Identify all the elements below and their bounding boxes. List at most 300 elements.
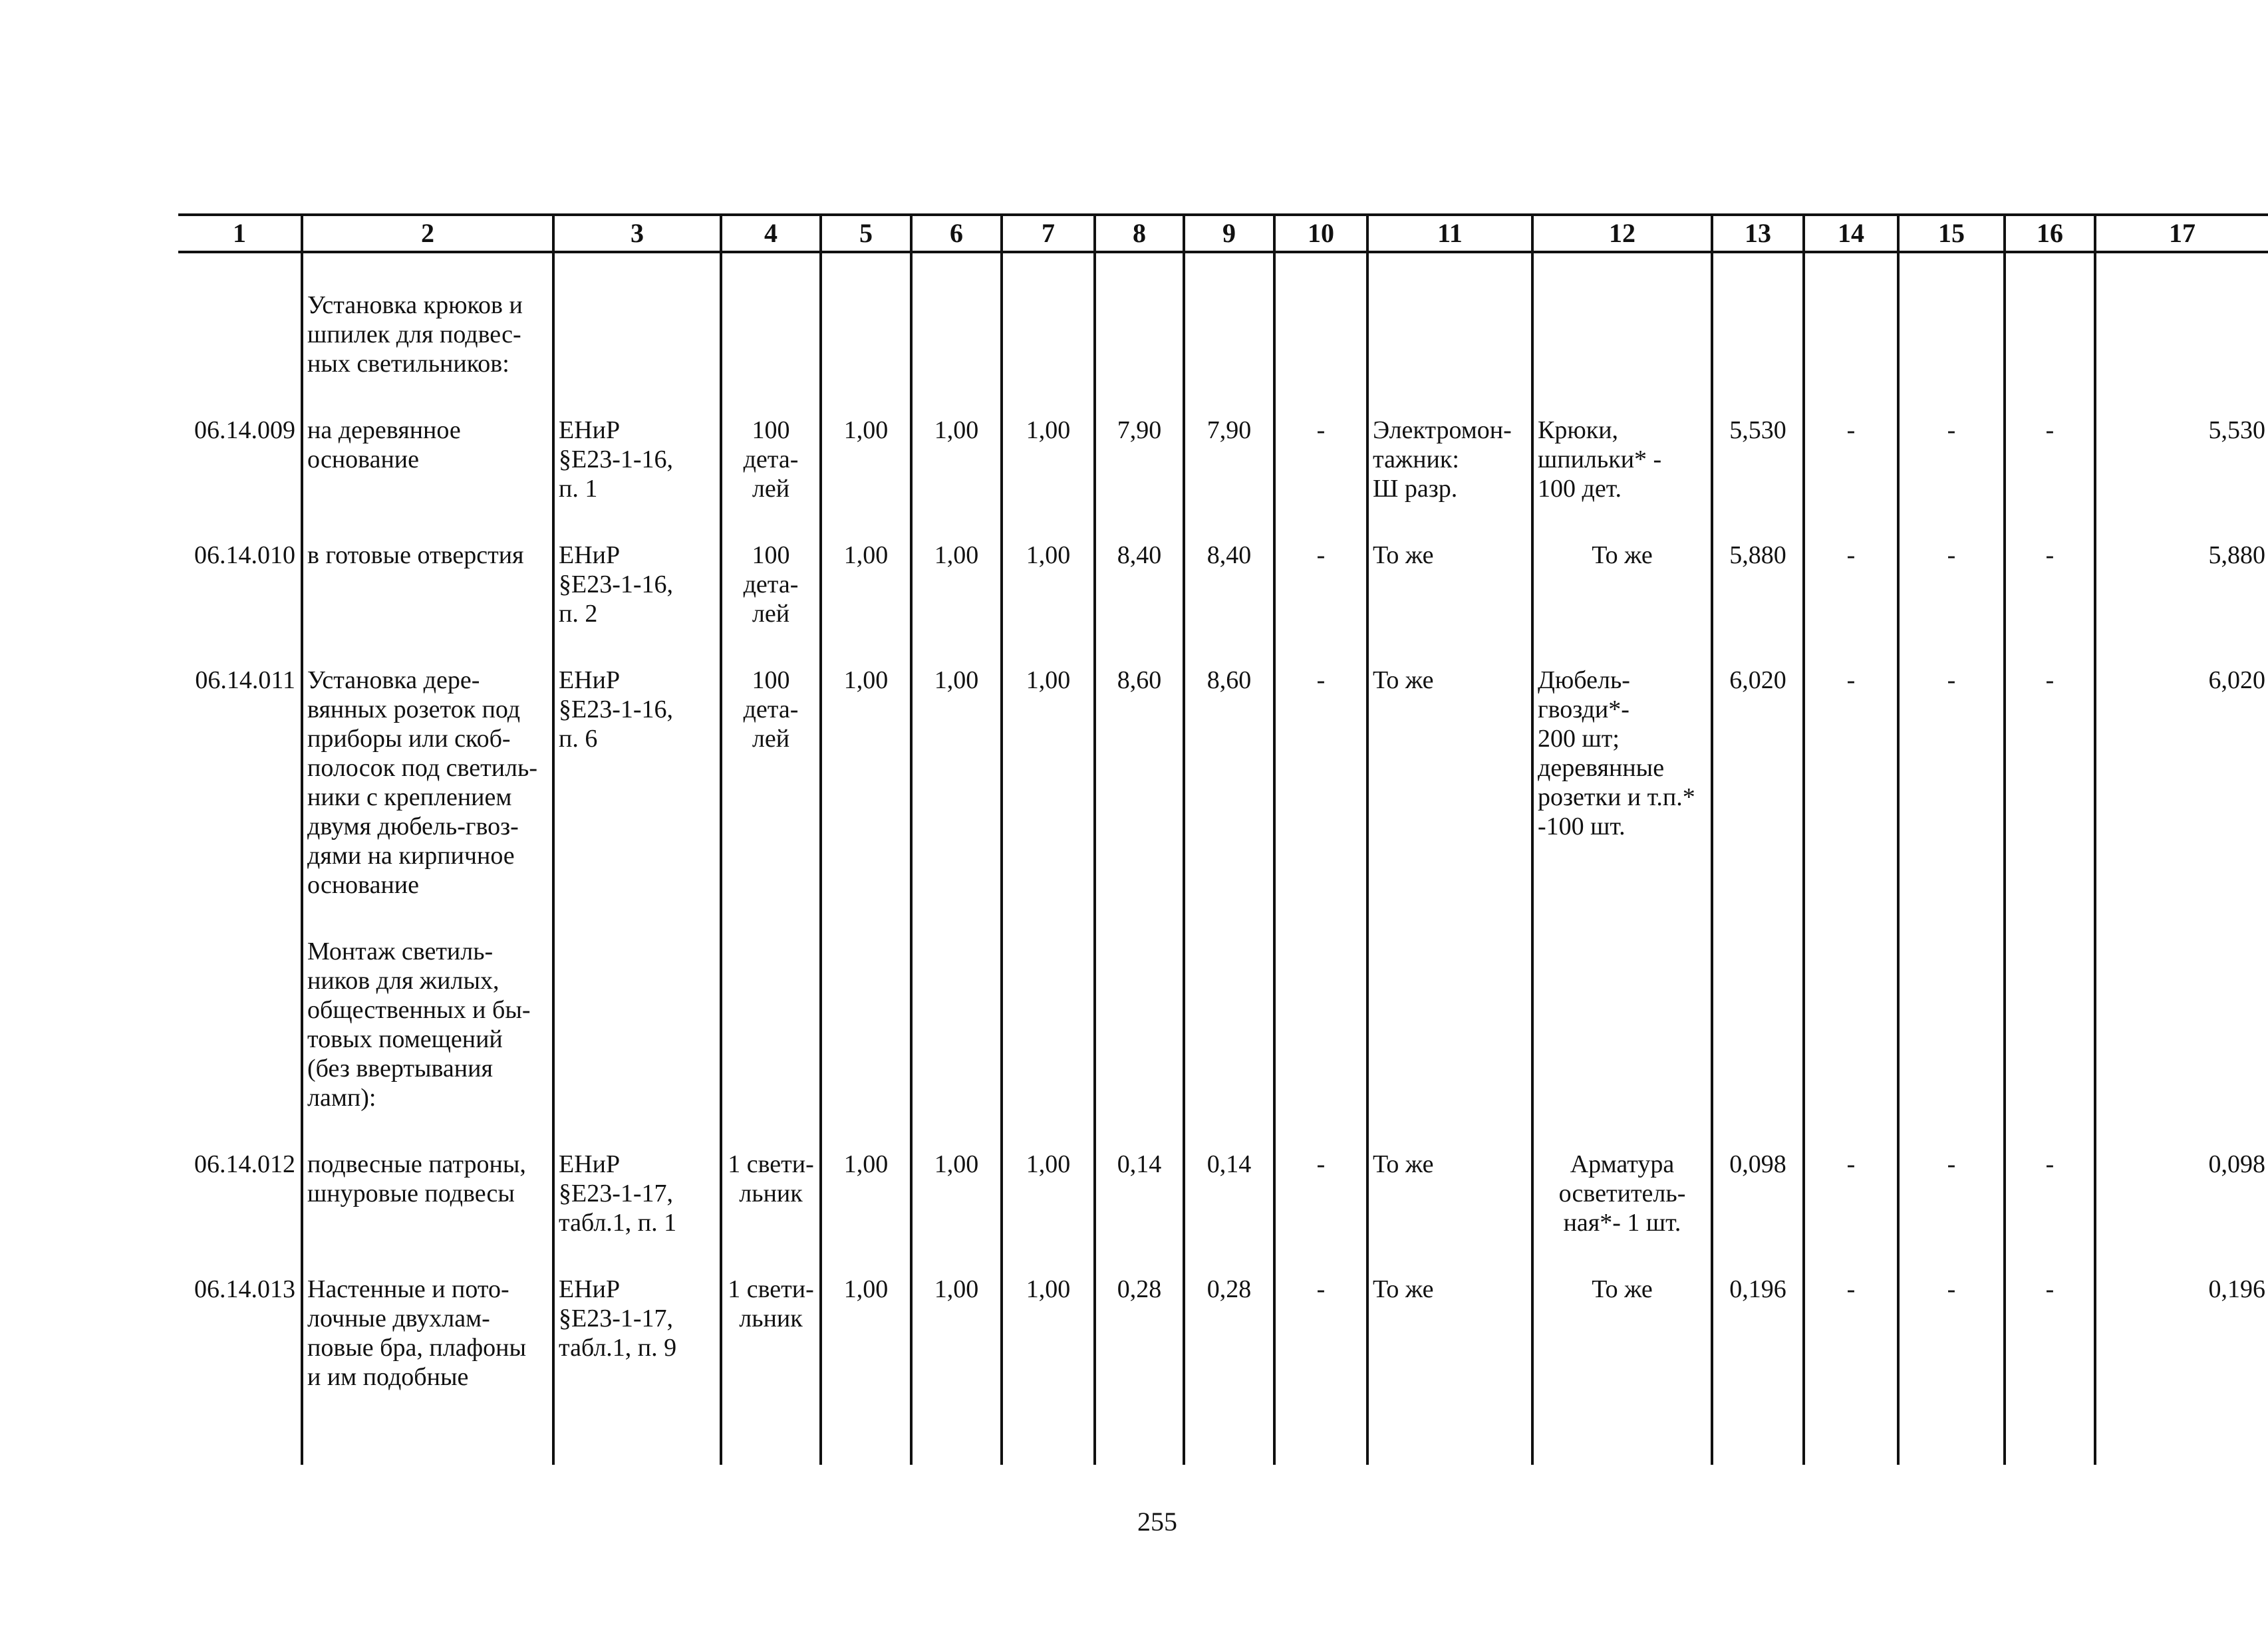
table-row bbox=[178, 503, 2268, 628]
cell-value: 1,00 bbox=[1026, 416, 1071, 444]
cell-line: двумя дюбель-гвоз- bbox=[307, 813, 519, 840]
cell-value: 0,28 bbox=[1117, 1275, 1162, 1303]
row-name bbox=[302, 628, 553, 900]
value-c6 bbox=[911, 1112, 1002, 1237]
value-c5 bbox=[821, 628, 911, 900]
spacer-row bbox=[178, 1392, 2268, 1465]
cell-line: Установка дере- bbox=[307, 666, 480, 694]
row-worker bbox=[1367, 628, 1532, 900]
empty-cell bbox=[2005, 1392, 2095, 1465]
value-c17 bbox=[2095, 378, 2268, 503]
cell-line: ЕНиР bbox=[559, 1275, 621, 1303]
empty-cell bbox=[721, 1392, 821, 1465]
row-worker bbox=[1367, 503, 1532, 628]
cell-value: 7,90 bbox=[1206, 416, 1252, 444]
section-title-row bbox=[178, 252, 2268, 378]
cell-value: 7,90 bbox=[1117, 416, 1162, 444]
column-number: 8 bbox=[1095, 215, 1184, 252]
value-c8 bbox=[1095, 503, 1184, 628]
cell-line: 100 дет. bbox=[1538, 475, 1622, 503]
cell-line: То же bbox=[1373, 541, 1434, 569]
value-c9 bbox=[1184, 378, 1274, 503]
cell-line: товых помещений bbox=[307, 1025, 503, 1053]
cell-value: 1,00 bbox=[1026, 541, 1071, 569]
cell-line: То же bbox=[1373, 666, 1434, 694]
value-c13 bbox=[1712, 378, 1804, 503]
cell-line: Крюки, bbox=[1538, 416, 1619, 444]
cell-value: 0,196 bbox=[2208, 1275, 2265, 1303]
section-title bbox=[302, 900, 553, 1112]
cell-value: 8,40 bbox=[1206, 541, 1252, 569]
cell-value: - bbox=[1846, 666, 1856, 694]
column-number: 10 bbox=[1274, 215, 1367, 252]
row-worker bbox=[1367, 1112, 1532, 1237]
cell-line: п. 1 bbox=[559, 475, 598, 503]
row-code bbox=[178, 378, 302, 503]
column-number: 11 bbox=[1367, 215, 1532, 252]
cell-line: 100 bbox=[752, 541, 790, 569]
empty-cell bbox=[1898, 900, 2005, 1112]
cell-value: - bbox=[1316, 666, 1326, 694]
cell-line: тажник: bbox=[1373, 445, 1459, 473]
cell-line: То же bbox=[1592, 1275, 1653, 1303]
empty-cell bbox=[721, 252, 821, 378]
cell-value: 0,14 bbox=[1206, 1150, 1252, 1178]
cell-value: 1,00 bbox=[843, 1150, 889, 1178]
cell-value: - bbox=[1316, 1275, 1326, 1303]
row-name bbox=[302, 503, 553, 628]
cell-line: лей bbox=[752, 600, 790, 628]
value-c17 bbox=[2095, 1237, 2268, 1392]
empty-cell bbox=[1274, 1392, 1367, 1465]
empty-cell bbox=[1002, 900, 1095, 1112]
cell-line: То же bbox=[1373, 1150, 1434, 1178]
cell-line: основание bbox=[307, 871, 419, 899]
cell-value: - bbox=[1947, 541, 1956, 569]
cell-line: Дюбель- bbox=[1538, 666, 1630, 694]
row-unit bbox=[721, 1112, 821, 1237]
cell-value: - bbox=[2045, 1150, 2055, 1178]
column-number: 1 bbox=[178, 215, 302, 252]
cell-line: основание bbox=[307, 445, 419, 473]
cell-line: в готовые отверстия bbox=[307, 541, 524, 569]
value-c10 bbox=[1274, 378, 1367, 503]
cell-line: гвозди*- bbox=[1538, 695, 1630, 723]
value-c7 bbox=[1002, 378, 1095, 503]
cell-value: 1,00 bbox=[934, 666, 979, 694]
row-code bbox=[178, 1237, 302, 1392]
cell-line: п. 2 bbox=[559, 600, 598, 628]
empty-cell bbox=[1002, 252, 1095, 378]
cell-line: дета- bbox=[743, 445, 799, 473]
row-worker bbox=[1367, 378, 1532, 503]
cell-value: - bbox=[1947, 666, 1956, 694]
cell-value: 06.14.013 bbox=[194, 1275, 295, 1303]
empty-cell bbox=[1184, 1392, 1274, 1465]
cell-value: 06.14.009 bbox=[194, 416, 295, 444]
value-c15 bbox=[1898, 628, 2005, 900]
value-c5 bbox=[821, 1112, 911, 1237]
value-c14 bbox=[1804, 1112, 1898, 1237]
cell-value: 0,098 bbox=[2208, 1150, 2265, 1178]
value-c10 bbox=[1274, 503, 1367, 628]
empty-cell bbox=[178, 252, 302, 378]
cell-value: - bbox=[1316, 541, 1326, 569]
cell-value: - bbox=[1846, 1275, 1856, 1303]
value-c9 bbox=[1184, 628, 1274, 900]
cell-line: 1 свети- bbox=[728, 1275, 814, 1303]
table-row bbox=[178, 628, 2268, 900]
empty-cell bbox=[821, 1392, 911, 1465]
cell-line: ламп): bbox=[307, 1084, 376, 1112]
empty-cell bbox=[1804, 900, 1898, 1112]
empty-cell bbox=[553, 252, 721, 378]
value-c16 bbox=[2005, 628, 2095, 900]
empty-cell bbox=[1274, 900, 1367, 1112]
value-c14 bbox=[1804, 503, 1898, 628]
row-name bbox=[302, 1237, 553, 1392]
cell-line: Ш разр. bbox=[1373, 475, 1458, 503]
cell-line: Настенные и пото- bbox=[307, 1275, 509, 1303]
empty-cell bbox=[1532, 900, 1712, 1112]
column-number: 2 bbox=[302, 215, 553, 252]
empty-cell bbox=[1532, 1392, 1712, 1465]
row-material bbox=[1532, 378, 1712, 503]
cell-value: 1,00 bbox=[843, 541, 889, 569]
value-c13 bbox=[1712, 1112, 1804, 1237]
cell-value: 5,880 bbox=[2208, 541, 2265, 569]
empty-cell bbox=[1804, 1392, 1898, 1465]
column-number: 4 bbox=[721, 215, 821, 252]
empty-cell bbox=[1095, 900, 1184, 1112]
table-row bbox=[178, 1237, 2268, 1392]
cell-line: То же bbox=[1373, 1275, 1434, 1303]
empty-cell bbox=[1898, 1392, 2005, 1465]
cell-line: ная*- 1 шт. bbox=[1563, 1209, 1681, 1237]
cell-line: ники с креплением bbox=[307, 783, 512, 811]
row-reference bbox=[553, 628, 721, 900]
column-number: 12 bbox=[1532, 215, 1712, 252]
row-unit bbox=[721, 628, 821, 900]
column-number: 5 bbox=[821, 215, 911, 252]
cell-value: - bbox=[2045, 666, 2055, 694]
empty-cell bbox=[302, 1392, 553, 1465]
section-title-row bbox=[178, 900, 2268, 1112]
row-reference bbox=[553, 1112, 721, 1237]
empty-cell bbox=[178, 900, 302, 1112]
cell-value: - bbox=[1947, 416, 1956, 444]
column-number: 17 bbox=[2095, 215, 2268, 252]
cell-value: 1,00 bbox=[934, 1150, 979, 1178]
cell-line: §Е23-1-17, bbox=[559, 1305, 674, 1332]
empty-cell bbox=[1367, 252, 1532, 378]
empty-cell bbox=[2005, 900, 2095, 1112]
cell-value: - bbox=[1316, 1150, 1326, 1178]
value-c15 bbox=[1898, 1112, 2005, 1237]
cell-line: ЕНиР bbox=[559, 416, 621, 444]
empty-cell bbox=[721, 900, 821, 1112]
cell-line: подвесные патроны, bbox=[307, 1150, 526, 1178]
value-c8 bbox=[1095, 1112, 1184, 1237]
cell-line: Арматура bbox=[1570, 1150, 1675, 1178]
cell-line: 100 bbox=[752, 416, 790, 444]
cell-value: - bbox=[2045, 416, 2055, 444]
value-c15 bbox=[1898, 503, 2005, 628]
row-material bbox=[1532, 628, 1712, 900]
value-c7 bbox=[1002, 1237, 1095, 1392]
cell-line: лочные двухлам- bbox=[307, 1305, 490, 1332]
value-c13 bbox=[1712, 503, 1804, 628]
cell-line: дета- bbox=[743, 695, 799, 723]
row-reference bbox=[553, 1237, 721, 1392]
cell-line: табл.1, п. 9 bbox=[559, 1334, 677, 1362]
empty-cell bbox=[1095, 1392, 1184, 1465]
cell-line: повые бра, плафоны bbox=[307, 1334, 527, 1362]
empty-cell bbox=[2095, 900, 2268, 1112]
cell-value: 5,530 bbox=[2208, 416, 2265, 444]
cell-line: ЕНиР bbox=[559, 541, 621, 569]
row-code bbox=[178, 628, 302, 900]
column-number: 13 bbox=[1712, 215, 1804, 252]
value-c8 bbox=[1095, 1237, 1184, 1392]
empty-cell bbox=[178, 1392, 302, 1465]
column-number: 7 bbox=[1002, 215, 1095, 252]
column-number: 16 bbox=[2005, 215, 2095, 252]
table-row bbox=[178, 1112, 2268, 1237]
cell-line: шпильки* - bbox=[1538, 445, 1662, 473]
empty-cell bbox=[1804, 252, 1898, 378]
row-unit bbox=[721, 378, 821, 503]
cell-value: 5,880 bbox=[1729, 541, 1786, 569]
empty-cell bbox=[2005, 252, 2095, 378]
cell-line: п. 6 bbox=[559, 725, 598, 753]
row-unit bbox=[721, 1237, 821, 1392]
column-number: 3 bbox=[553, 215, 721, 252]
cell-value: - bbox=[1947, 1275, 1956, 1303]
empty-cell bbox=[1898, 252, 2005, 378]
value-c17 bbox=[2095, 628, 2268, 900]
cell-line: розетки и т.п.* bbox=[1538, 783, 1695, 811]
value-c10 bbox=[1274, 1237, 1367, 1392]
cell-value: 06.14.010 bbox=[194, 541, 295, 569]
cell-line: ных светильников: bbox=[307, 350, 509, 378]
cell-value: 06.14.011 bbox=[195, 666, 295, 694]
empty-cell bbox=[1095, 252, 1184, 378]
empty-cell bbox=[1184, 252, 1274, 378]
value-c8 bbox=[1095, 628, 1184, 900]
cell-value: 0,14 bbox=[1117, 1150, 1162, 1178]
row-reference bbox=[553, 378, 721, 503]
row-worker bbox=[1367, 1237, 1532, 1392]
cell-line: Электромон- bbox=[1373, 416, 1512, 444]
value-c7 bbox=[1002, 503, 1095, 628]
empty-cell bbox=[1712, 252, 1804, 378]
cell-line: ЕНиР bbox=[559, 666, 621, 694]
cell-line: §Е23-1-16, bbox=[559, 445, 674, 473]
cell-value: 1,00 bbox=[934, 416, 979, 444]
row-material bbox=[1532, 1237, 1712, 1392]
norms-table bbox=[178, 213, 2268, 1465]
table-row bbox=[178, 378, 2268, 503]
cell-line: лей bbox=[752, 475, 790, 503]
empty-cell bbox=[1367, 900, 1532, 1112]
empty-cell bbox=[911, 252, 1002, 378]
cell-line: табл.1, п. 1 bbox=[559, 1209, 677, 1237]
column-number: 9 bbox=[1184, 215, 1274, 252]
cell-line: -100 шт. bbox=[1538, 813, 1626, 840]
value-c9 bbox=[1184, 503, 1274, 628]
cell-line: деревянные bbox=[1538, 754, 1665, 782]
cell-value: 5,530 bbox=[1729, 416, 1786, 444]
value-c16 bbox=[2005, 378, 2095, 503]
cell-value: 0,196 bbox=[1729, 1275, 1786, 1303]
empty-cell bbox=[1184, 900, 1274, 1112]
cell-value: 1,00 bbox=[934, 1275, 979, 1303]
empty-cell bbox=[821, 252, 911, 378]
value-c14 bbox=[1804, 378, 1898, 503]
value-c14 bbox=[1804, 628, 1898, 900]
empty-cell bbox=[1274, 252, 1367, 378]
cell-line: Установка крюков и bbox=[307, 291, 523, 319]
empty-cell bbox=[553, 900, 721, 1112]
empty-cell bbox=[1712, 1392, 1804, 1465]
value-c5 bbox=[821, 503, 911, 628]
cell-line: полосок под светиль- bbox=[307, 754, 537, 782]
value-c16 bbox=[2005, 503, 2095, 628]
row-code bbox=[178, 503, 302, 628]
empty-cell bbox=[2095, 1392, 2268, 1465]
cell-value: 1,00 bbox=[843, 1275, 889, 1303]
cell-value: 06.14.012 bbox=[194, 1150, 295, 1178]
value-c6 bbox=[911, 1237, 1002, 1392]
row-name bbox=[302, 1112, 553, 1237]
row-name bbox=[302, 378, 553, 503]
cell-value: 1,00 bbox=[1026, 1275, 1071, 1303]
value-c5 bbox=[821, 378, 911, 503]
header-row bbox=[178, 215, 2268, 252]
cell-value: 1,00 bbox=[934, 541, 979, 569]
value-c17 bbox=[2095, 1112, 2268, 1237]
value-c6 bbox=[911, 628, 1002, 900]
cell-value: 1,00 bbox=[1026, 1150, 1071, 1178]
cell-line: §Е23-1-17, bbox=[559, 1180, 674, 1207]
row-reference bbox=[553, 503, 721, 628]
empty-cell bbox=[821, 900, 911, 1112]
value-c17 bbox=[2095, 503, 2268, 628]
cell-line: осветитель- bbox=[1558, 1180, 1686, 1207]
value-c8 bbox=[1095, 378, 1184, 503]
empty-cell bbox=[553, 1392, 721, 1465]
row-material bbox=[1532, 1112, 1712, 1237]
value-c6 bbox=[911, 378, 1002, 503]
cell-value: 1,00 bbox=[843, 416, 889, 444]
cell-value: 1,00 bbox=[843, 666, 889, 694]
cell-line: дями на кирпичное bbox=[307, 842, 515, 870]
column-number: 15 bbox=[1898, 215, 2005, 252]
empty-cell bbox=[1002, 1392, 1095, 1465]
cell-line: и им подобные bbox=[307, 1363, 469, 1391]
cell-line: шпилек для подвес- bbox=[307, 320, 521, 348]
cell-line: (без ввертывания bbox=[307, 1055, 493, 1082]
empty-cell bbox=[911, 1392, 1002, 1465]
cell-value: - bbox=[1846, 541, 1856, 569]
empty-cell bbox=[911, 900, 1002, 1112]
page-number: 255 bbox=[1137, 1507, 1177, 1537]
row-code bbox=[178, 1112, 302, 1237]
row-unit bbox=[721, 503, 821, 628]
cell-line: ников для жилых, bbox=[307, 967, 499, 995]
table-body bbox=[178, 252, 2268, 1465]
empty-cell bbox=[1367, 1392, 1532, 1465]
cell-value: 0,28 bbox=[1206, 1275, 1252, 1303]
cell-value: 1,00 bbox=[1026, 666, 1071, 694]
cell-line: лей bbox=[752, 725, 790, 753]
cell-line: 200 шт; bbox=[1538, 725, 1620, 753]
section-title bbox=[302, 252, 553, 378]
cell-value: 8,40 bbox=[1117, 541, 1162, 569]
cell-line: вянных розеток под bbox=[307, 695, 521, 723]
cell-line: §Е23-1-16, bbox=[559, 570, 674, 598]
cell-line: То же bbox=[1592, 541, 1653, 569]
value-c16 bbox=[2005, 1112, 2095, 1237]
value-c7 bbox=[1002, 1112, 1095, 1237]
cell-value: - bbox=[1846, 416, 1856, 444]
value-c10 bbox=[1274, 1112, 1367, 1237]
cell-line: льник bbox=[739, 1305, 803, 1332]
cell-value: 8,60 bbox=[1117, 666, 1162, 694]
cell-line: приборы или скоб- bbox=[307, 725, 511, 753]
cell-value: 6,020 bbox=[1729, 666, 1786, 694]
cell-line: дета- bbox=[743, 570, 799, 598]
value-c9 bbox=[1184, 1237, 1274, 1392]
value-c13 bbox=[1712, 1237, 1804, 1392]
value-c7 bbox=[1002, 628, 1095, 900]
cell-value: - bbox=[1846, 1150, 1856, 1178]
cell-line: Монтаж светиль- bbox=[307, 938, 494, 965]
cell-value: - bbox=[2045, 1275, 2055, 1303]
value-c15 bbox=[1898, 1237, 2005, 1392]
column-number: 14 bbox=[1804, 215, 1898, 252]
cell-line: ЕНиР bbox=[559, 1150, 621, 1178]
cell-line: шнуровые подвесы bbox=[307, 1180, 515, 1207]
cell-line: §Е23-1-16, bbox=[559, 695, 674, 723]
cell-line: на деревянное bbox=[307, 416, 461, 444]
cell-value: - bbox=[1316, 416, 1326, 444]
value-c5 bbox=[821, 1237, 911, 1392]
column-number: 6 bbox=[911, 215, 1002, 252]
value-c13 bbox=[1712, 628, 1804, 900]
cell-value: 6,020 bbox=[2208, 666, 2265, 694]
cell-value: 8,60 bbox=[1206, 666, 1252, 694]
cell-line: общественных и бы- bbox=[307, 996, 531, 1024]
empty-cell bbox=[1532, 252, 1712, 378]
empty-cell bbox=[1712, 900, 1804, 1112]
cell-value: 0,098 bbox=[1729, 1150, 1786, 1178]
empty-cell bbox=[2095, 252, 2268, 378]
value-c14 bbox=[1804, 1237, 1898, 1392]
value-c10 bbox=[1274, 628, 1367, 900]
cell-value: - bbox=[1947, 1150, 1956, 1178]
cell-line: льник bbox=[739, 1180, 803, 1207]
value-c16 bbox=[2005, 1237, 2095, 1392]
value-c15 bbox=[1898, 378, 2005, 503]
cell-line: 100 bbox=[752, 666, 790, 694]
row-material bbox=[1532, 503, 1712, 628]
cell-line: 1 свети- bbox=[728, 1150, 814, 1178]
cell-value: - bbox=[2045, 541, 2055, 569]
value-c6 bbox=[911, 503, 1002, 628]
value-c9 bbox=[1184, 1112, 1274, 1237]
